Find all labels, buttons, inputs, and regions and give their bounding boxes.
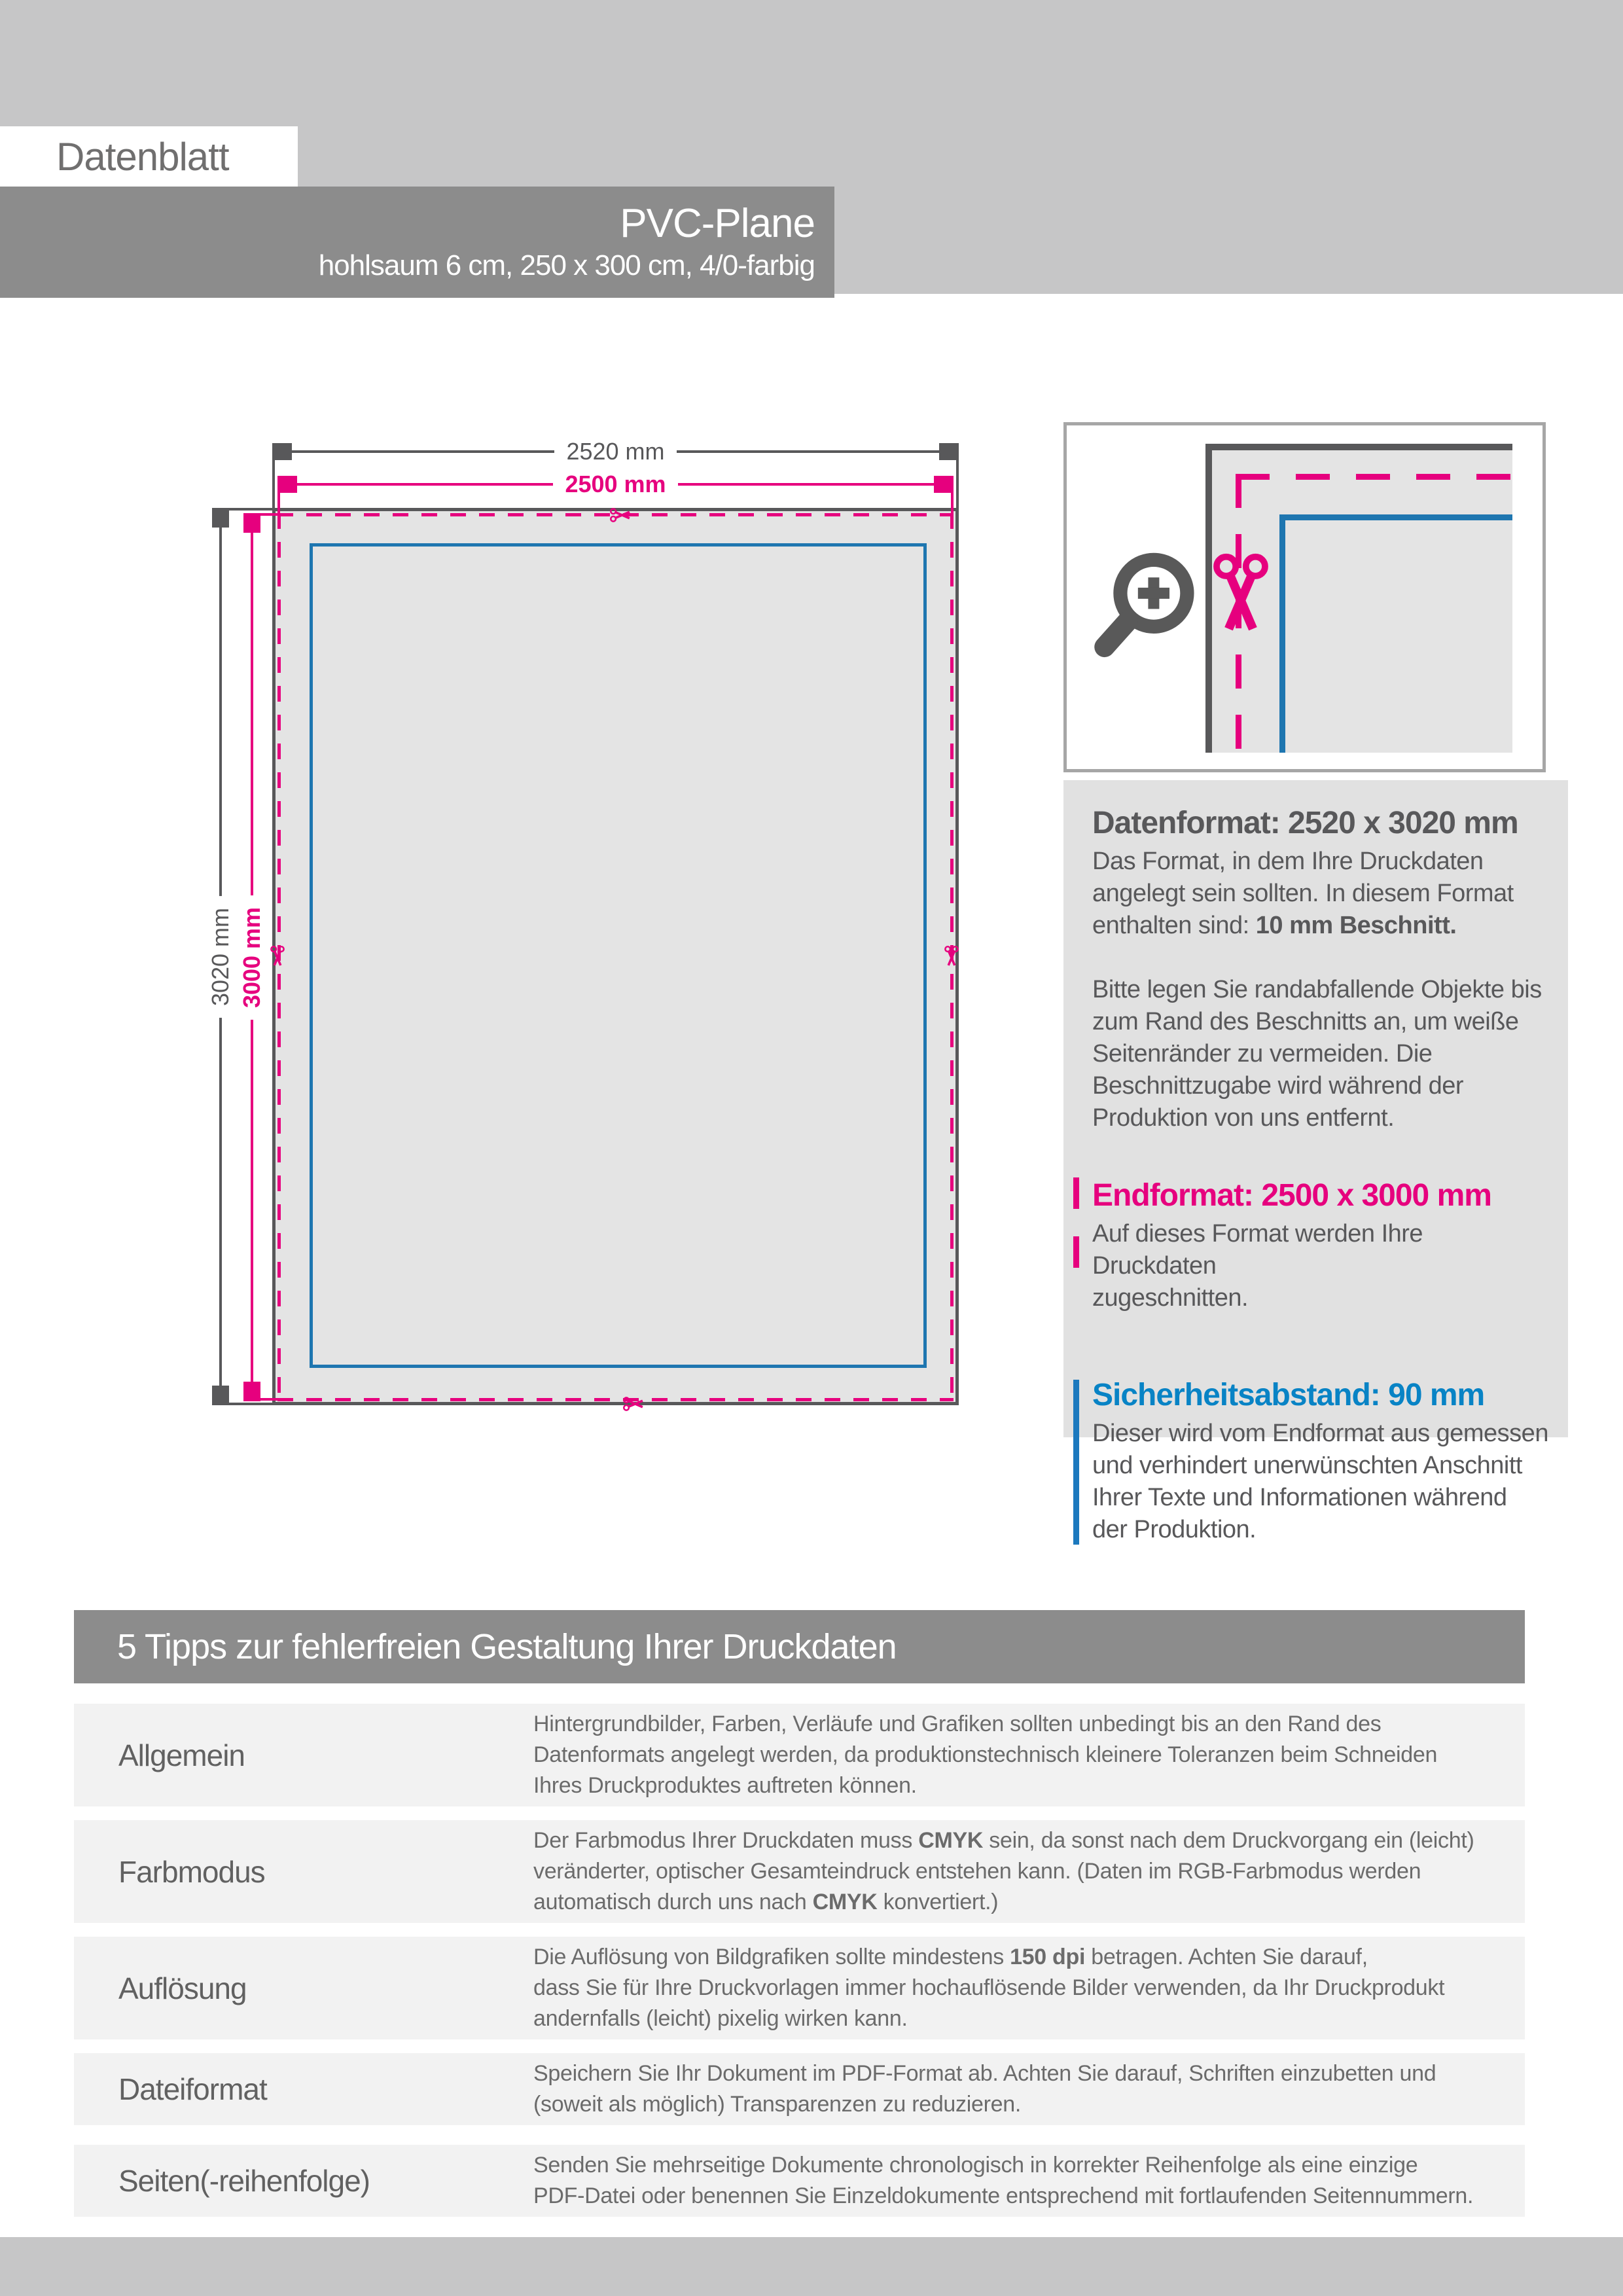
dimension-width-outer-label: 2520 mm: [554, 438, 676, 465]
tips-row-label: Auflösung: [118, 1971, 247, 2005]
tips-row: [74, 1937, 1525, 2039]
arrowhead-down-icon: [243, 1382, 260, 1401]
tips-row-text: Die Auflösung von Bildgrafiken sollte mindestens 150 dpi betragen. Achten Sie darauf, dass Sie für Ihre Druckvorlagen immer hochauflösende Bilder verwenden, da Ihr Druckprodukt andernfalls (leicht) pixelig wirken kann.: [533, 1945, 1445, 2031]
tips-row: [74, 1704, 1525, 1806]
tips-row: [74, 2145, 1525, 2217]
section-datenformat: [1092, 805, 1551, 1134]
tips-row-text: Speichern Sie Ihr Dokument im PDF-Format ab. Achten Sie darauf, Schriften einzubetten und (soweit als möglich) Transparenzen zu reduzieren.: [533, 2061, 1436, 2117]
detail-safety-edge-top: [1279, 514, 1512, 520]
tips-row: [74, 2053, 1525, 2125]
detail-cutline-top: [1236, 474, 1512, 480]
tips-row-text: Der Farbmodus Ihrer Druckdaten muss CMYK sein, da sonst nach dem Druckvorgang ein (leicht) veränderter, optischer Gesamteindruck entstehen kann. (Daten im RGB-Farbmodus werden automatisch durch uns nach CMYK konvertiert.): [533, 1828, 1474, 1914]
arrowhead-down-icon: [212, 1386, 229, 1405]
endformat-accent-bar: [1073, 1177, 1079, 1269]
tips-table: [74, 1704, 1525, 2231]
product-title-box: [0, 187, 834, 298]
corner-detail-box: [1063, 422, 1546, 772]
sicherheitsabstand-text: Dieser wird vom Endformat aus gemessen und verhindert unerwünschten Anschnitt Ihrer Texte und Informationen während der Produktion.: [1092, 1420, 1548, 1543]
scissors-icon: [1212, 551, 1270, 647]
datenblatt-label: [0, 126, 298, 187]
safety-margin-rectangle: [310, 543, 927, 1368]
tips-row-label: Allgemein: [118, 1738, 245, 1772]
detail-safety-edge-left: [1279, 514, 1285, 753]
datenformat-text-2: Bitte legen Sie randabfallende Objekte bis zum Rand des Beschnitts an, um weiße Seitenränder zu vermeiden. Die Beschnittzugabe wird während der Produktion von uns entfernt.: [1092, 976, 1542, 1132]
section-sicherheitsabstand: [1092, 1377, 1551, 1546]
tips-row-text: Senden Sie mehrseitige Dokumente chronologisch in korrekter Reihenfolge als eine einzige PDF-Datei oder benennen Sie Einzeldokumente entsprechend mit fortlaufenden Seitennummern.: [533, 2153, 1474, 2208]
detail-dataformat-edge-left: [1205, 444, 1212, 753]
tips-row-label: Farbmodus: [118, 1854, 265, 1889]
tips-header-bar: [74, 1610, 1525, 1683]
footer-band: [0, 2237, 1623, 2296]
dimension-width-inner: [277, 466, 954, 503]
dimension-height-inner: [234, 513, 270, 1401]
sicherheitsabstand-heading: Sicherheitsabstand: 90 mm: [1092, 1378, 1485, 1412]
arrowhead-up-icon: [212, 508, 229, 528]
dimension-height-outer-label: 3020 mm: [207, 895, 234, 1017]
product-title: PVC-Plane: [620, 201, 815, 246]
tips-row-label: Seiten(-reihenfolge): [118, 2164, 370, 2198]
tips-row: [74, 1820, 1525, 1923]
arrowhead-left-icon: [272, 443, 292, 460]
datenformat-heading: Datenformat: 2520 x 3020 mm: [1092, 806, 1518, 840]
dimension-height-inner-label: 3000 mm: [238, 895, 266, 1019]
scissors-icon: [944, 945, 959, 970]
product-subtitle: hohlsaum 6 cm, 250 x 300 cm, 4/0-farbig: [318, 249, 815, 281]
tips-row-label: Dateiformat: [118, 2072, 267, 2106]
tips-row-text: Hintergrundbilder, Farben, Verläufe und Grafiken sollten unbedingt bis an den Rand des Datenformats angelegt werden, da produktionstechnisch kleinere Toleranzen beim Schneiden Ihres Druckproduktes auftreten können.: [533, 1712, 1438, 1798]
arrowhead-up-icon: [243, 513, 260, 533]
datenformat-text-1: Das Format, in dem Ihre Druckdaten angelegt sein sollten. In diesem Format enthalten sind: 10 mm Beschnitt.: [1092, 848, 1514, 939]
detail-dataformat-edge-top: [1205, 444, 1512, 450]
magnifier-icon: [1092, 548, 1203, 668]
dimension-width-inner-label: 2500 mm: [553, 471, 677, 498]
section-endformat: [1092, 1177, 1551, 1314]
scissors-icon: [622, 1396, 647, 1412]
arrowhead-left-icon: [277, 476, 297, 493]
endformat-cutline-bottom: [277, 1398, 954, 1401]
scissors-icon: [270, 945, 285, 970]
sicherheitsabstand-accent-bar: [1073, 1380, 1079, 1545]
dimension-width-outer: [272, 433, 959, 470]
format-info-panel: [1063, 780, 1568, 1543]
datenblatt-title: Datenblatt: [56, 134, 229, 179]
tips-heading: 5 Tipps zur fehlerfreien Gestaltung Ihrer Druckdaten: [117, 1627, 897, 1666]
endformat-text: Auf dieses Format werden Ihre Druckdaten zugeschnitten.: [1092, 1220, 1423, 1312]
scissors-icon: [609, 507, 634, 523]
endformat-heading: Endformat: 2500 x 3000 mm: [1092, 1178, 1491, 1213]
